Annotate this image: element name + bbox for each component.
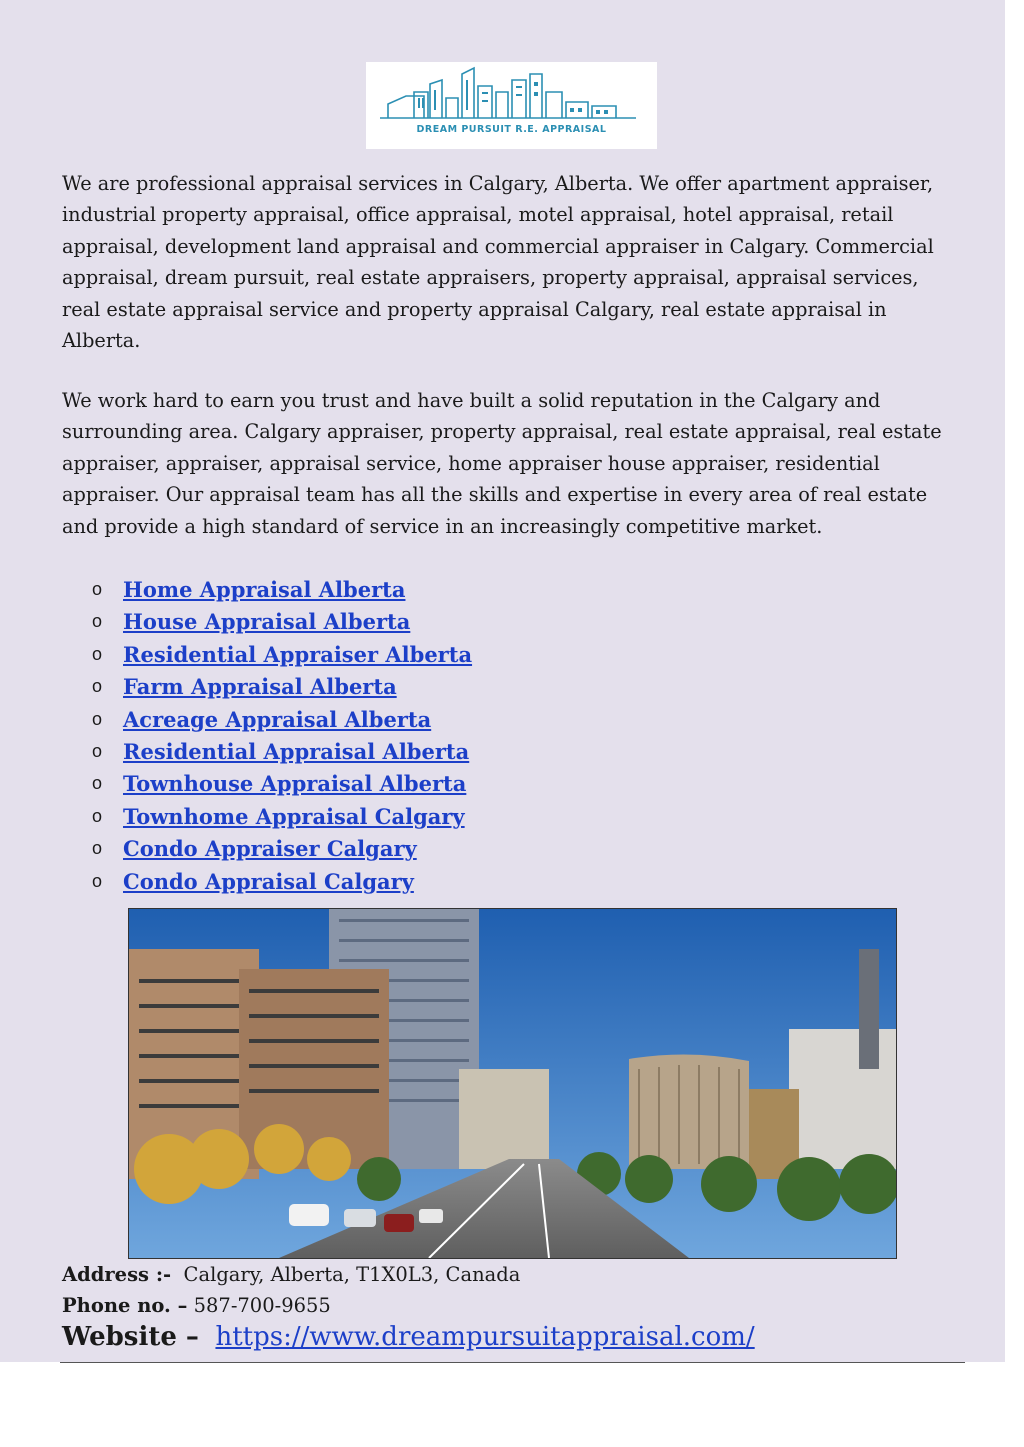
bullet-icon: o [92, 741, 103, 762]
link-acreage-appraisal-alberta[interactable]: Acreage Appraisal Alberta [123, 706, 432, 732]
address-label: Address :- [62, 1263, 172, 1286]
page-margin [1005, 0, 1024, 1362]
link-farm-appraisal-alberta[interactable]: Farm Appraisal Alberta [123, 674, 397, 700]
company-logo [366, 62, 657, 149]
bullet-icon: o [92, 773, 103, 794]
link-residential-appraisal-alberta[interactable]: Residential Appraisal Alberta [123, 739, 470, 765]
link-condo-appraiser-calgary[interactable]: Condo Appraiser Calgary [123, 836, 417, 862]
link-townhome-appraisal-calgary[interactable]: Townhome Appraisal Calgary [123, 803, 465, 829]
link-townhouse-appraisal-alberta[interactable]: Townhouse Appraisal Alberta [123, 771, 467, 797]
list-item [62, 866, 472, 898]
bullet-icon: o [92, 676, 103, 697]
list-item [62, 639, 472, 671]
website-link[interactable]: https://www.dreampursuitappraisal.com/ [215, 1322, 755, 1352]
list-item [62, 606, 472, 638]
bullet-icon: o [92, 838, 103, 859]
list-item [62, 768, 472, 800]
city-skyline-icon [366, 62, 657, 149]
address-line [62, 1263, 520, 1286]
city-image-icon [129, 909, 896, 1258]
appraisal-links-list [62, 574, 472, 898]
list-item [62, 833, 472, 865]
website-line [62, 1322, 755, 1352]
bullet-icon: o [92, 870, 103, 891]
list-item [62, 671, 472, 703]
intro-paragraph: We are professional appraisal services in Calgary, Alberta. We offer apartment appraiser, industrial property appraisal, office appraisal, motel appraisal, hotel appraisal, retail appraisal, development land appraisal and commercial appraiser in Calgary. Commercial appraisal, dream pursuit, real estate appraisers, property appraisal, appraisal services, real estate appraisal service and property appraisal Calgary, real estate appraisal in Alberta. [62, 172, 934, 353]
city-street-photo [128, 908, 897, 1259]
bullet-icon: o [92, 643, 103, 664]
phone-value: 587-700-9655 [193, 1294, 331, 1317]
address-value: Calgary, Alberta, T1X0L3, Canada [183, 1263, 521, 1286]
link-house-appraisal-alberta[interactable]: House Appraisal Alberta [123, 609, 411, 635]
phone-line [62, 1294, 331, 1317]
bullet-icon: o [92, 805, 103, 826]
link-condo-appraisal-calgary[interactable]: Condo Appraisal Calgary [123, 868, 414, 894]
bullet-icon: o [92, 579, 103, 599]
phone-label: Phone no. – [62, 1294, 188, 1317]
link-home-appraisal-alberta[interactable]: Home Appraisal Alberta [123, 577, 406, 602]
list-item [62, 574, 472, 606]
footer-divider [60, 1362, 965, 1363]
website-label: Website – [62, 1322, 199, 1352]
list-item [62, 704, 472, 736]
bullet-icon: o [92, 708, 103, 729]
bullet-icon: o [92, 611, 103, 632]
list-item [62, 801, 472, 833]
list-item [62, 736, 472, 768]
link-residential-appraiser-alberta[interactable]: Residential Appraiser Alberta [123, 641, 473, 667]
logo-text: DREAM PURSUIT R.E. APPRAISAL [416, 124, 607, 135]
about-paragraph: We work hard to earn you trust and have built a solid reputation in the Calgary and surrounding area. Calgary appraiser, property appraisal, real estate appraisal, real estate appraiser, appraiser, appraisal service, home appraiser house appraiser, residential appraiser. Our appraisal team has all the skills and expertise in every area of real estate and provide a high standard of service in an increasingly competitive market. [62, 389, 942, 538]
